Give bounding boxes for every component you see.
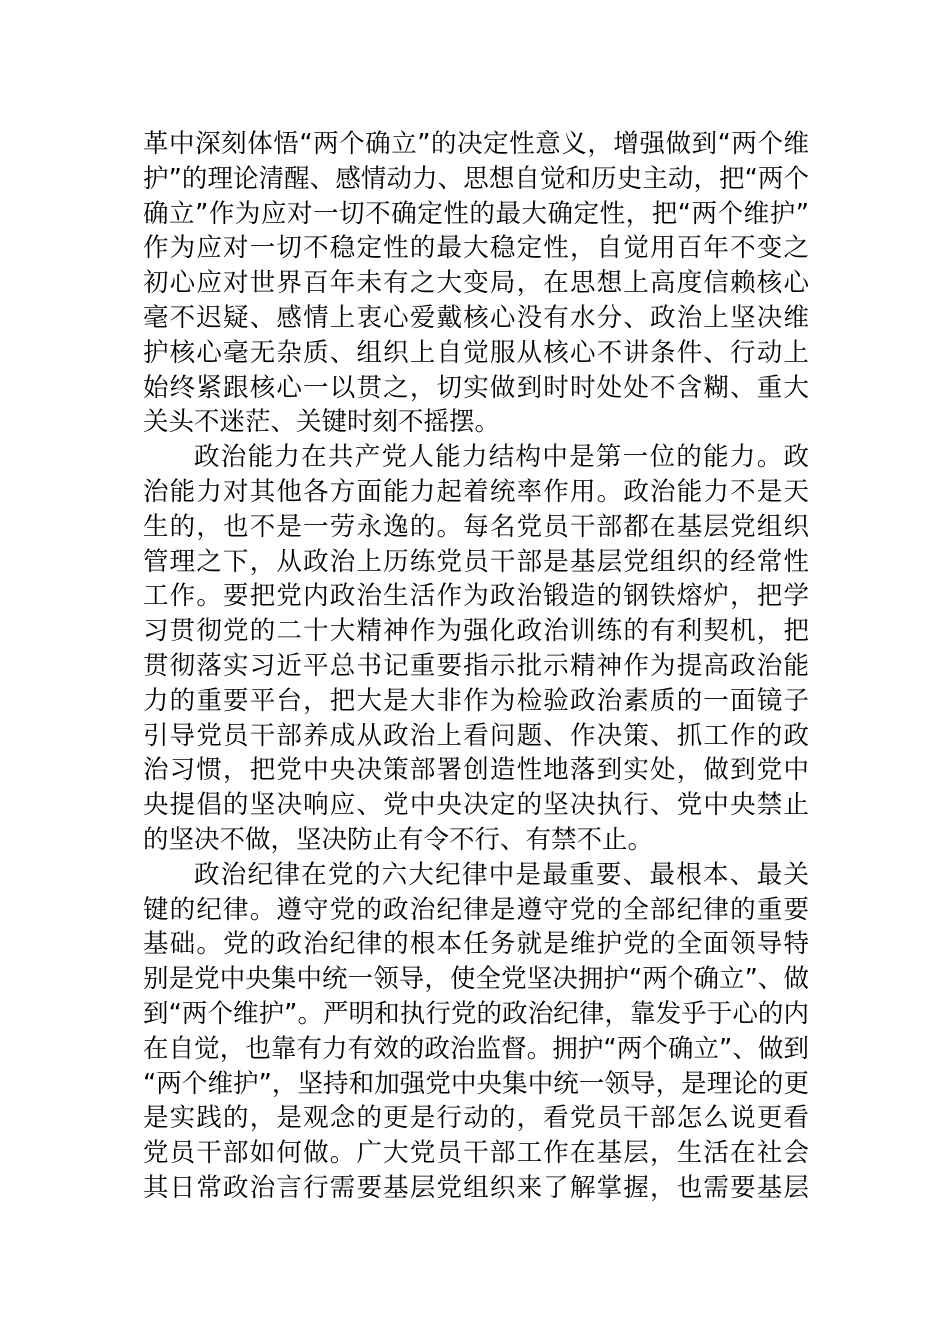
text-line: “两个维护”，坚持和加强党中央集中统一领导，是理论的更 [143,1068,809,1099]
text-line: 管理之下，从政治上历练党员干部是基层党组织的经常性 [143,546,809,577]
text-line: 毫不迟疑、感情上衷心爱戴核心没有水分、政治上坚决维 [143,302,809,333]
text-line: 确立”作为应对一切不确定性的最大确定性，把“两个维护” [143,198,809,229]
text-line: 别是党中央集中统一领导，使全党坚决拥护“两个确立”、做 [143,964,809,995]
text-line: 贯彻落实习近平总书记重要指示批示精神作为提高政治能 [143,650,809,681]
text-line: 护”的理论清醒、感情动力、思想自觉和历史主动，把“两个 [143,163,809,194]
text-line: 在自觉，也靠有力有效的政治监督。拥护“两个确立”、做到 [143,1033,809,1064]
text-line: 到“两个维护”。严明和执行党的政治纪律，靠发乎于心的内 [143,998,809,1029]
text-line: 生的，也不是一劳永逸的。每名党员干部都在基层党组织 [143,511,809,542]
text-line: 力的重要平台，把大是大非作为检验政治素质的一面镜子 [143,685,809,716]
text-line: 政治纪律在党的六大纪律中是最重要、最根本、最关 [194,859,809,890]
text-line: 政治能力在共产党人能力结构中是第一位的能力。政 [194,442,809,473]
paragraph-2 [143,440,809,858]
text-line: 始终紧跟核心一以贯之，切实做到时时处处不含糊、重大 [143,372,809,403]
text-line: 引导党员干部养成从政治上看问题、作决策、抓工作的政 [143,720,809,751]
text-line: 工作。要把党内政治生活作为政治锻造的钢铁熔炉，把学 [143,581,809,612]
text-line: 党员干部如何做。广大党员干部工作在基层，生活在社会 [143,1138,809,1169]
text-line: 初心应对世界百年未有之大变局，在思想上高度信赖核心 [143,268,809,299]
text-line: 革中深刻体悟“两个确立”的决定性意义，增强做到“两个维 [143,129,809,159]
text-line: 央提倡的坚决响应、党中央决定的坚决执行、党中央禁止 [143,790,809,821]
text-line: 习贯彻党的二十大精神作为强化政治训练的有利契机，把 [143,616,809,647]
text-line: 基础。党的政治纪律的根本任务就是维护党的全面领导特 [143,929,809,960]
text-line: 治习惯，把党中央决策部署创造性地落到实处，做到党中 [143,755,809,786]
text-line: 其日常政治言行需要基层党组织来了解掌握，也需要基层 [143,1172,809,1203]
text-line: 护核心毫无杂质、组织上自觉服从核心不讲条件、行动上 [143,337,809,368]
paragraph-3 [143,858,809,1206]
body-text [143,127,809,1206]
text-line: 治能力对其他各方面能力起着统率作用。政治能力不是天 [143,476,809,507]
paragraph-1 [143,127,809,440]
text-line: 作为应对一切不稳定性的最大稳定性，自觉用百年不变之 [143,233,809,264]
text-line: 的坚决不做，坚决防止有令不行、有禁不止。 [143,824,654,855]
text-line: 关头不迷茫、关键时刻不摇摆。 [143,407,501,438]
text-line: 是实践的，是观念的更是行动的，看党员干部怎么说更看 [143,1103,809,1134]
text-line: 键的纪律。遵守党的政治纪律是遵守党的全部纪律的重要 [143,894,809,925]
